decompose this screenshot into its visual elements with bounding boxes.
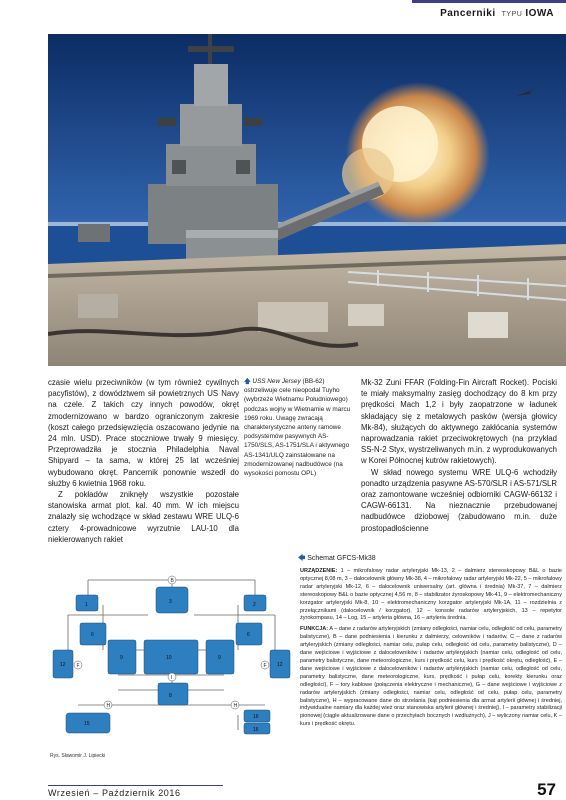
- schematic-title: [298, 554, 376, 565]
- svg-text:H: H: [106, 703, 111, 709]
- svg-text:6: 6: [247, 632, 250, 638]
- arrow-up-icon: 🡅: [244, 378, 251, 385]
- svg-text:2: 2: [253, 602, 256, 608]
- header-type-label: TYPU: [501, 11, 523, 18]
- header-class-name: IOWA: [525, 8, 554, 19]
- svg-text:9: 9: [120, 655, 123, 661]
- header-rule: [412, 0, 566, 3]
- svg-text:I: I: [171, 675, 173, 681]
- footer-issue: [48, 788, 181, 798]
- photo-caption: [244, 377, 356, 478]
- svg-text:3: 3: [169, 599, 172, 605]
- legend-devices: 1 – mikrofalowy radar artyleryjski Mk-13, 2 – dalmierz stereoskopowy B&L o bazie optycznej 8,08 m, 3 – dalocelownik główny Mk-38, 4 – mikrofalowy radar artyleryjski Mk-22, 5 – mikrofalowy radar artyleryjski Mk-12, 6 – dalocelownik uniwersalny (art. główna i średnia) Mk-37, 7 – dalmierz stereoskopowy B&L o bazie optycznej 4,56 m, 8 – stabilizator żyroskopowy Mk-41, 9 – elektromechaniczny korzgator artyleryjski Mk-8, 10 – elektromechaniczny korzgator artyleryjski Mk-1A, 11 – rozdzielnia z przełącznikami (dalocelownik / korzgator), 12 – konsole radarów artyleryjskich, 13 – repetytor żyrokompasu, 14 – Log, 15 – artyleria główna, 16 – artyleria średnia.: [300, 568, 562, 622]
- svg-text:10: 10: [166, 655, 172, 661]
- legend-functions: A – dane z radarów artyleryjskich (zmiany odległości, namiar celu, odległość od celu, parametry balistyczne), B – dane podniesienia i kierunku z dalmierzy, celowników i radarów, C – dane z radarów artyleryjskich (zmiany odległości, namiar celu, pułap celu, odległość od celu, parametry balistyczne), D – dane wejściowe i wyjściowe z dalocelowników i radarów artyleryjskich (namiar celu, odległość od celu, parametry balistyczne, dane meteorologiczne, kurs i prędkość celu, kurs i prędkość okrętu, odległość), E – dane wejściowe i wyjściowe z dalocelowników i radarów artyleryjskich (namiar celu, odległość od celu, parametry balistyczne, dane meteorologiczne, kurs, prędkość i pułap celu, korekty kierunku oraz odległości), F – tory kablowe (połączenia elektryczne i mechaniczne), G – dane wejściowe i wyjściowe z radarów artyleryjskich (zmiany odległości, namiar celu, odległość od celu, pułap celu, parametry balistyczne), H – wypracowane dane do strzelania (kąt podniesienia dla armat artylerii głównej i średniej, indywidualne namiary dla każdej wież oraz stanowiska artylerii głównej i średniej), I – parametry stabilizacji pionowej (ciągle aktualizowane dane o przechyłach bocznych i wzdłużnych), J – wyliczony namiar celu, K – kurs i prędkość okrętu.: [300, 626, 562, 728]
- page-number: 57: [537, 780, 556, 799]
- svg-text:16: 16: [253, 714, 259, 720]
- fire-control-schematic: [48, 565, 295, 735]
- svg-text:16: 16: [253, 727, 259, 733]
- footer-issue-months: Wrzesień – Październik: [48, 788, 156, 798]
- footer-issue-year: 2016: [158, 788, 181, 798]
- svg-text:1: 1: [85, 602, 88, 608]
- body-column-1: [48, 377, 239, 545]
- body-paragraph: Mk-32 Zuni FFAR (Folding-Fin Aircraft Rocket). Pociski te miały maksymalny zasięg dochodzący do 8 km przy prędkości Mach 1,2 i były zaopatrzone w ładunek składający się z metalowych pasków (wersja głowicy Mk-84), służących do aktywnego zakłócania systemów naprowadzania rakiet przeciwokrętowych (na przykład SS-N-2 Styx, wystrzeliwanych m.in. z wyprodukowanych w Korei Północnej kutrów rakietowych).: [361, 378, 557, 466]
- running-header: [440, 8, 554, 19]
- arrow-left-icon: 🡄: [298, 555, 306, 562]
- body-paragraph: Z pokładów zniknęły wszystkie pozostałe stanowiska armat plot. kal. 40 mm. W ich miejscu znalazły się wchodzące w skład zestawu WRE ULQ-6 cztery 4-prowadnicowe wyrzutnie LAU-10 dla niekierowanych rakiet: [48, 490, 239, 544]
- body-paragraph: czasie wielu przeciwników (w tym również cywilnych pacyfistów), z dowództwem sił powietrznych US Navy na czele. Z takich czy innych powodów, okręt zmodernizowano w bardzo ograniczonym zakresie (koszt całego przedsięwzięcia oszacowano jedynie na 24 mln. USD). Prace stoczniowe trwały 9 miesięcy. Przeprowadziła je stocznia Philadelphia Naval Shipyard – ta sama, w której 25 lat wcześniej wybudowano okręt. Pancernik ponownie wszedł do służby 6 kwietnia 1968 roku.: [48, 378, 239, 488]
- body-column-3: [361, 377, 557, 534]
- schematic-title-text: Schemat GFCS-Mk38: [307, 555, 376, 562]
- svg-text:F: F: [76, 663, 80, 669]
- legend-functions-label: FUNKCJA:: [300, 626, 329, 633]
- battleship-firing-photo: [48, 34, 566, 366]
- svg-text:8: 8: [169, 693, 172, 699]
- schematic-legend: [300, 568, 562, 729]
- caption-note: (na wysokości pomostu OPL): [244, 460, 343, 478]
- schematic-credit: Rys. Sławomir J. Lipiecki: [50, 753, 106, 759]
- svg-text:12: 12: [60, 662, 66, 668]
- svg-text:9: 9: [218, 655, 221, 661]
- svg-text:15: 15: [84, 721, 90, 727]
- caption-hull-number: (BB-62): [302, 378, 325, 385]
- svg-text:F: F: [263, 663, 267, 669]
- caption-text: ostrzeliwuje cele nieopodal Tuyho (wybrzeże Wietnamu Południowego) podczas wojny w Wietnamie w marcu 1969 roku. Uwagę zwracają charakterystyczne anteny ramowe podsystemów pasywnych AS-1750/SLS, AS-1751/SLA i aktywnego AS-1341/ULQ zainstalowane na zmodernizowanej nadbudówce: [244, 387, 351, 468]
- footer-rule: [48, 785, 223, 786]
- header-section: Pancerniki: [440, 8, 496, 19]
- svg-text:12: 12: [277, 662, 283, 668]
- legend-devices-label: URZĄDZENIE:: [300, 568, 338, 574]
- svg-text:6: 6: [91, 632, 94, 638]
- svg-text:H: H: [233, 703, 238, 709]
- caption-ship-name: USS New Jersey: [252, 378, 301, 385]
- svg-text:B: B: [170, 578, 174, 584]
- body-paragraph: W skład nowego systemu WRE ULQ-6 wchodziły ponadto urządzenia pasywne AS-570/SLR i AS-571/SLR oraz zamontowane wcześniej odbiorniki CAGW-66132 i CAGW-66131. Na nieznacznie przebudowanej nadbudówce dziobowej (zabudowano m.in. duże prostopadłościenne: [361, 467, 557, 533]
